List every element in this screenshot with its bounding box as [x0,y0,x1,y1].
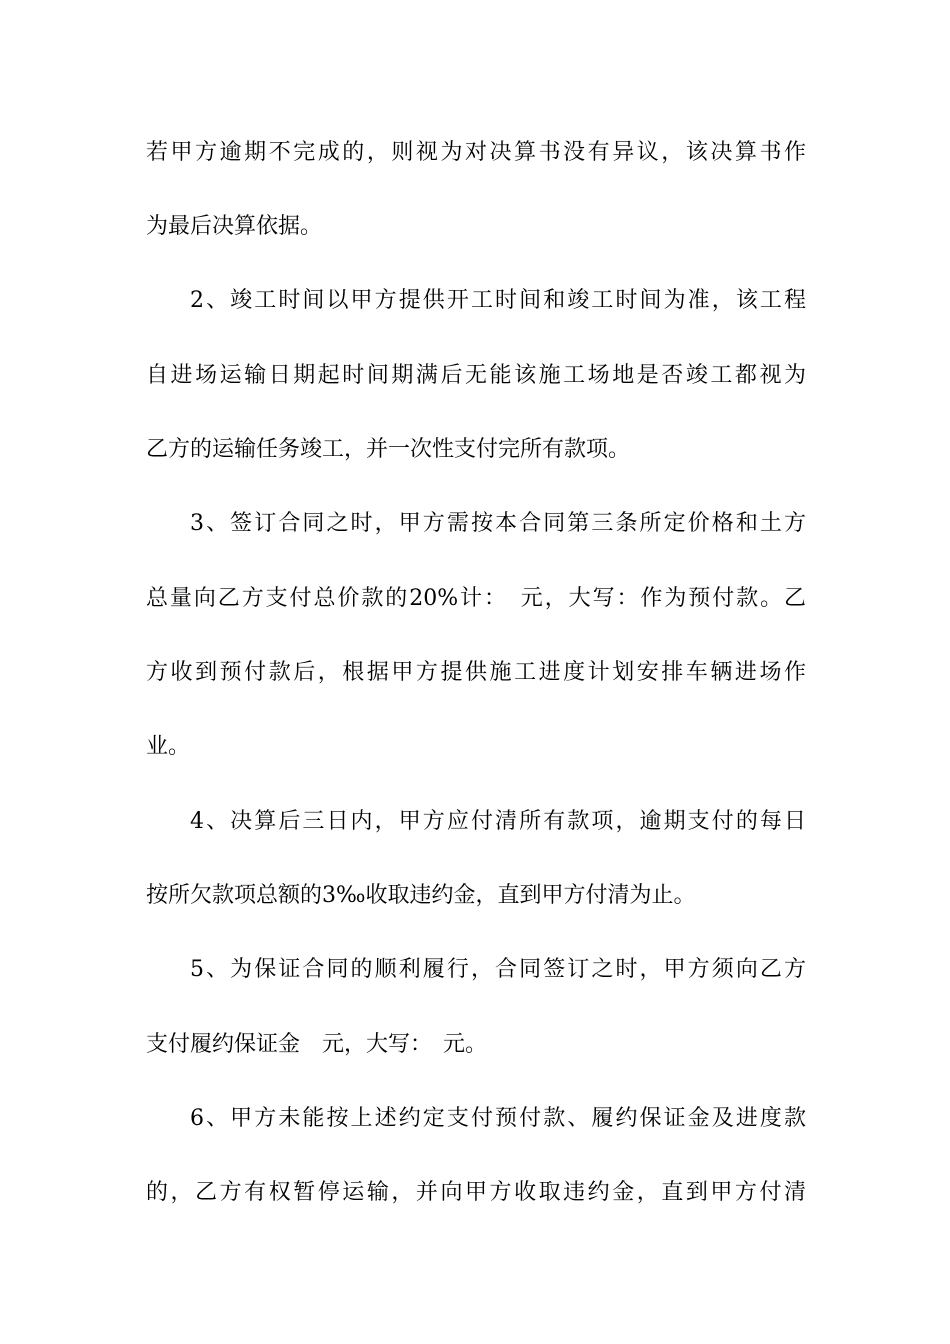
clause-3-line-1: 3、签订合同之时，甲方需按本合同第三条所定价格和土方 [190,511,806,536]
clause-5-line-1: 5、为保证合同的顺利履行，合同签订之时，甲方须向乙方 [190,957,806,982]
clause-3-line-2: 总量向乙方支付总价款的20%计： 元，大写：作为预付款。乙 [146,586,806,611]
clause-2-line-3: 乙方的运输任务竣工，并一次性支付完所有款项。 [146,437,631,462]
clause-2-line-2: 自进场运输日期起时间期满后无能该施工场地是否竣工都视为 [146,363,806,388]
clause-2-line-1: 2、竣工时间以甲方提供开工时间和竣工时间为准，该工程 [190,288,806,313]
clause-4-line-2: 按所欠款项总额的3‰收取违约金，直到甲方付清为止。 [146,883,696,908]
clause-3-line-3: 方收到预付款后，根据甲方提供施工进度计划安排车辆进场作 [146,660,806,685]
clause-6-line-2: 的，乙方有权暂停运输，并向甲方收取违约金，直到甲方付清 [146,1180,806,1205]
text-line-2: 为最后决算依据。 [146,214,323,239]
clause-3-line-4: 业。 [146,734,191,759]
text-line-1: 若甲方逾期不完成的，则视为对决算书没有异议，该决算书作 [146,140,806,165]
clause-4-line-1: 4、决算后三日内，甲方应付清所有款项，逾期支付的每日 [190,809,806,834]
clause-6-line-1: 6、甲方未能按上述约定支付预付款、履约保证金及进度款 [190,1106,806,1131]
clause-5-line-2: 支付履约保证金 元，大写： 元。 [146,1032,488,1057]
